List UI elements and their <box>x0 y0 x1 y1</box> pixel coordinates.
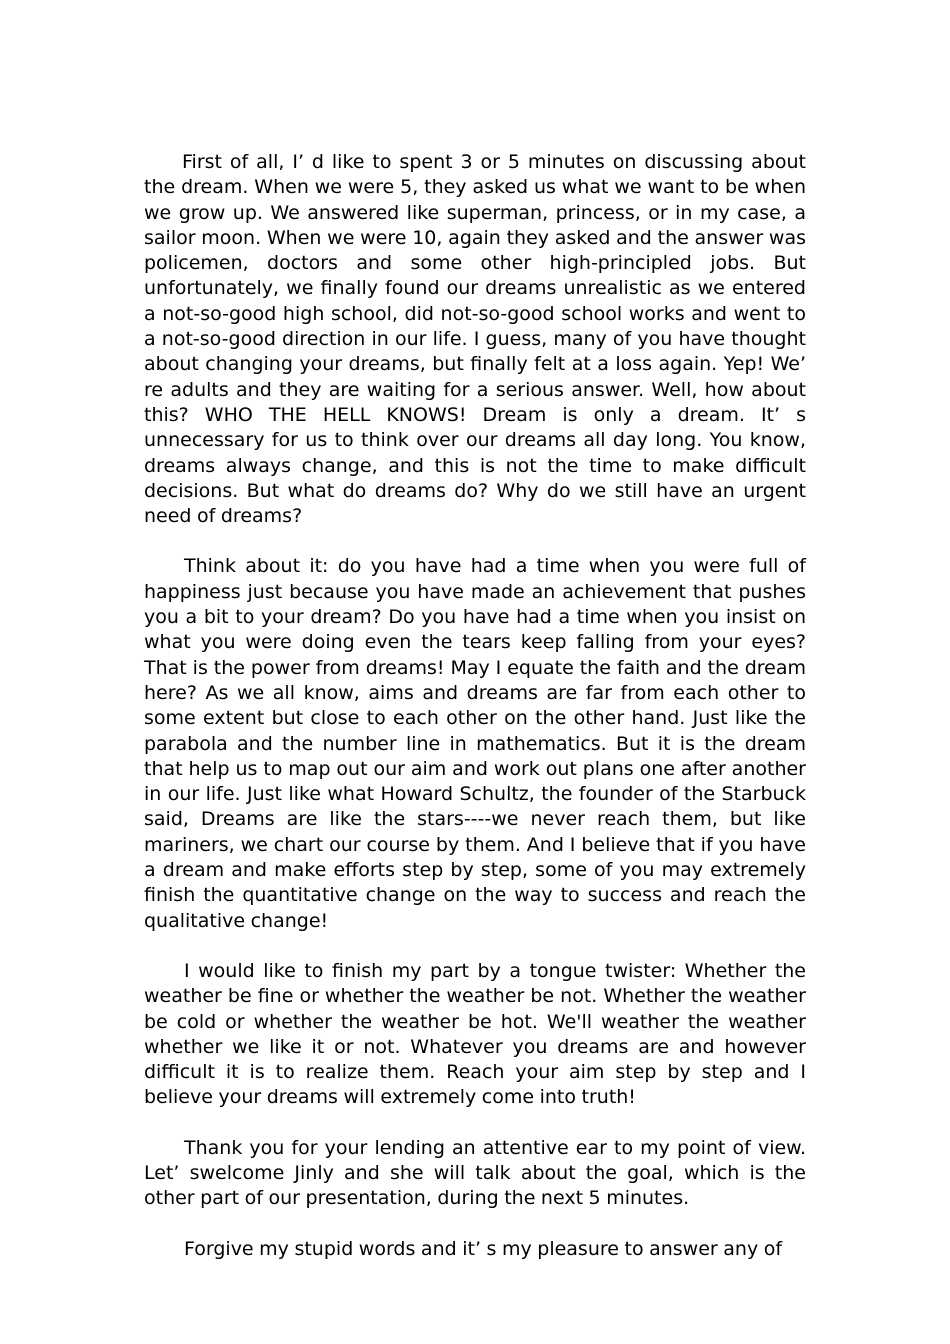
paragraph-dreams-intro: First of all, I’ d like to spent 3 or 5 minutes on discussing about the dream. When we were 5, they asked us what we want to be when we grow up. We answered like superman, princess, or in my case, a sailor moon. When we were 10, again they asked and the answer was policemen, doctors and some other high-principled jobs. But unfortunately, we finally found our dreams unrealistic as we entered a not-so-good high school, did not-so-good school works and went to a not-so-good direction in our life. I guess, many of you have thought about changing your dreams, but finally felt at a loss again. Yep! We’ re adults and they are waiting for a serious answer. Well, how about this? WHO THE HELL KNOWS! Dream is only a dream. It’ s unnecessary for us to think over our dreams all day long. You know, dreams always change, and this is not the time to make difficult decisions. But what do dreams do? Why do we still have an urgent need of dreams? <box>144 151 806 528</box>
paragraph-thank-you: Thank you for your lending an attentive ear to my point of view. Let’ swelcome Jinly and she will talk about the goal, which is the other part of our presentation, during the next 5 minutes. <box>144 1136 806 1210</box>
paragraph-tongue-twister: I would like to finish my part by a tongue twister: Whether the weather be fine or whether the weather be not. Whether the weather be cold or whether the weather be hot. We'll weather the weather whether we like it or not. Whatever you dreams are and however difficult it is to realize them. Reach your aim step by step and I believe your dreams will extremely come into truth! <box>144 959 806 1109</box>
paragraph-closing: Forgive my stupid words and it’ s my pleasure to answer any of <box>184 1237 783 1260</box>
paragraph-power-of-dreams: Think about it: do you have had a time when you were full of happiness just because you have made an achievement that pushes you a bit to your dream? Do you have had a time when you insist on what you were doing even the tears keep falling from your eyes? That is the power from dreams! May I equate the faith and the dream here? As we all know, aims and dreams are far from each other to some extent but close to each other on the other hand. Just like the parabola and the number line in mathematics. But it is the dream that help us to map out our aim and work out plans one after another in our life. Just like what Howard Schultz, the founder of the Starbuck said, Dreams are like the stars----we never reach them, but like mariners, we chart our course by them. And I believe that if you have a dream and make efforts step by step, some of you may extremely finish the quantitative change on the way to success and reach the qualitative change! <box>144 555 806 932</box>
document-page <box>144 150 806 1262</box>
